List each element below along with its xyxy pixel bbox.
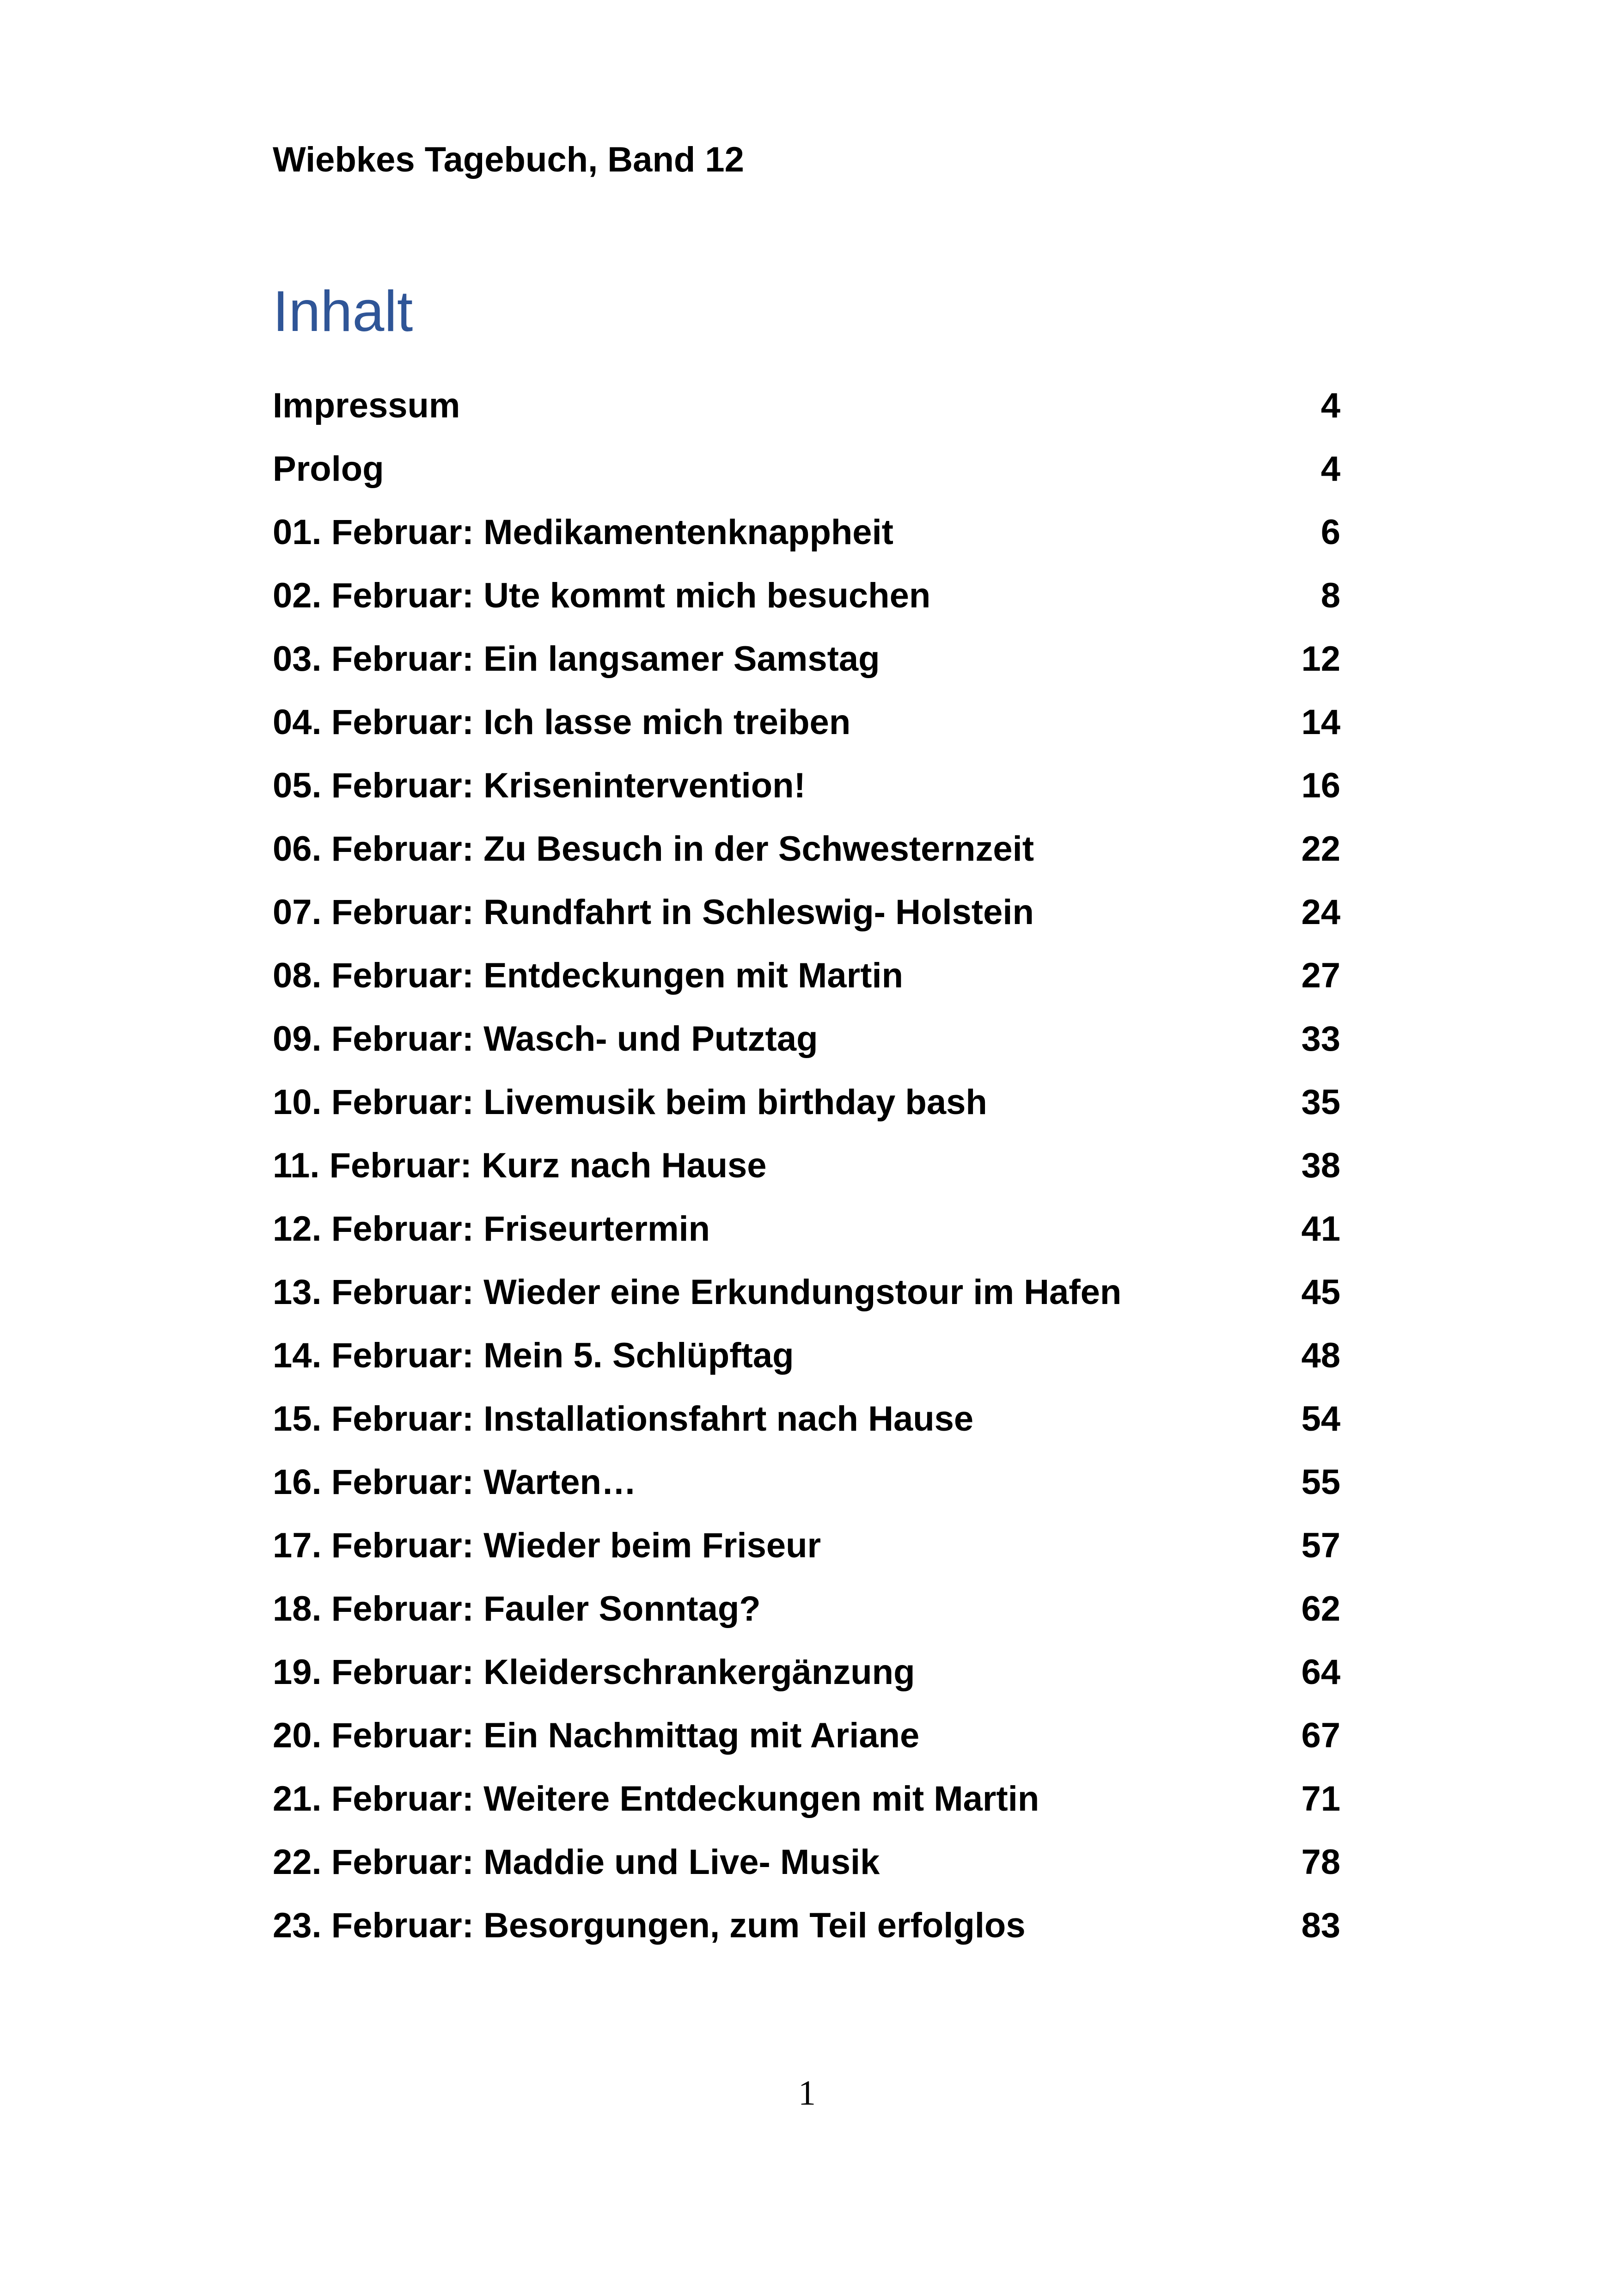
toc-entry-title: 01. Februar: Medikamentenknappheit	[273, 513, 893, 552]
toc-entry-title: 23. Februar: Besorgungen, zum Teil erfolglos	[273, 1906, 1026, 1945]
toc-entry-title: 09. Februar: Wasch- und Putztag	[273, 1019, 818, 1059]
toc-entry-title: 10. Februar: Livemusik beim birthday bash	[273, 1083, 987, 1122]
toc-entry-page: 54	[1301, 1399, 1340, 1439]
toc-entry[interactable]	[273, 768, 1340, 832]
toc-entry[interactable]	[273, 639, 1340, 705]
toc-entry-title: 05. Februar: Krisenintervention!	[273, 766, 806, 805]
toc-entry-page: 4	[1321, 386, 1340, 425]
toc-entry[interactable]	[273, 1019, 1340, 1085]
toc-entry-page: 64	[1301, 1653, 1340, 1692]
toc-entry-page: 83	[1301, 1906, 1340, 1945]
toc-entry[interactable]	[273, 1275, 1340, 1338]
toc-entry[interactable]	[273, 1209, 1340, 1275]
toc-entry-title: 16. Februar: Warten…	[273, 1463, 636, 1502]
toc-entry[interactable]	[273, 1399, 1340, 1465]
toc-entry-page: 71	[1301, 1779, 1340, 1818]
toc-entry[interactable]	[273, 515, 1340, 578]
toc-entry-title: 12. Februar: Friseurtermin	[273, 1209, 710, 1249]
toc-entry-title: Impressum	[273, 386, 460, 425]
toc-entry[interactable]	[273, 1589, 1340, 1655]
page-number: 1	[798, 2074, 816, 2112]
toc-entry-page: 16	[1301, 766, 1340, 805]
toc-entry-title: Prolog	[273, 449, 384, 489]
table-of-contents	[273, 388, 1340, 1971]
toc-entry-page: 78	[1301, 1843, 1340, 1882]
toc-entry-title: 02. Februar: Ute kommt mich besuchen	[273, 576, 931, 615]
toc-entry[interactable]	[273, 449, 1340, 515]
toc-entry-page: 41	[1301, 1209, 1340, 1249]
toc-entry-page: 55	[1301, 1463, 1340, 1502]
toc-entry-page: 62	[1301, 1589, 1340, 1629]
toc-entry[interactable]	[273, 1655, 1340, 1718]
toc-entry-title: 13. Februar: Wieder eine Erkundungstour im Hafen	[273, 1273, 1122, 1312]
toc-entry-page: 45	[1301, 1273, 1340, 1312]
toc-entry-title: 15. Februar: Installationsfahrt nach Hause	[273, 1399, 974, 1439]
toc-entry-page: 27	[1301, 956, 1340, 995]
toc-entry-page: 33	[1301, 1019, 1340, 1059]
toc-entry-title: 07. Februar: Rundfahrt in Schleswig- Holstein	[273, 893, 1034, 932]
toc-entry-title: 17. Februar: Wieder beim Friseur	[273, 1526, 821, 1565]
toc-entry-title: 03. Februar: Ein langsamer Samstag	[273, 639, 880, 679]
toc-entry-page: 57	[1301, 1526, 1340, 1565]
toc-entry[interactable]	[273, 829, 1340, 895]
toc-entry-title: 14. Februar: Mein 5. Schlüpftag	[273, 1336, 794, 1375]
toc-entry-page: 14	[1301, 703, 1340, 742]
toc-entry-title: 11. Februar: Kurz nach Hause	[273, 1146, 767, 1185]
toc-entry-title: 08. Februar: Entdeckungen mit Martin	[273, 956, 903, 995]
toc-entry-page: 6	[1321, 513, 1340, 552]
toc-entry[interactable]	[273, 958, 1340, 1022]
toc-entry-page: 67	[1301, 1716, 1340, 1755]
toc-entry-title: 21. Februar: Weitere Entdeckungen mit Martin	[273, 1779, 1039, 1818]
toc-entry-title: 18. Februar: Fauler Sonntag?	[273, 1589, 761, 1629]
toc-entry[interactable]	[273, 388, 1340, 452]
toc-entry-page: 38	[1301, 1146, 1340, 1185]
toc-entry-page: 35	[1301, 1083, 1340, 1122]
toc-entry-title: 19. Februar: Kleiderschrankergänzung	[273, 1653, 915, 1692]
toc-entry-page: 22	[1301, 829, 1340, 869]
toc-entry[interactable]	[273, 578, 1340, 642]
toc-entry[interactable]	[273, 1465, 1340, 1528]
toc-entry[interactable]	[273, 1908, 1340, 1971]
toc-entry[interactable]	[273, 1718, 1340, 1782]
toc-entry[interactable]	[273, 1338, 1340, 1402]
toc-entry-page: 24	[1301, 893, 1340, 932]
toc-entry-title: 22. Februar: Maddie und Live- Musik	[273, 1843, 880, 1882]
toc-entry-page: 12	[1301, 639, 1340, 679]
toc-entry-title: 04. Februar: Ich lasse mich treiben	[273, 703, 851, 742]
toc-entry[interactable]	[273, 1148, 1340, 1212]
toc-entry[interactable]	[273, 705, 1340, 768]
toc-entry-page: 4	[1321, 449, 1340, 489]
toc-entry[interactable]	[273, 1528, 1340, 1592]
toc-entry[interactable]	[273, 1845, 1340, 1908]
toc-entry[interactable]	[273, 895, 1340, 958]
toc-entry-page: 48	[1301, 1336, 1340, 1375]
toc-heading: Inhalt	[273, 280, 413, 343]
toc-entry[interactable]	[273, 1085, 1340, 1148]
book-title: Wiebkes Tagebuch, Band 12	[273, 140, 744, 179]
toc-entry-title: 20. Februar: Ein Nachmittag mit Ariane	[273, 1716, 920, 1755]
toc-entry[interactable]	[273, 1779, 1340, 1845]
toc-entry-page: 8	[1321, 576, 1340, 615]
toc-entry-title: 06. Februar: Zu Besuch in der Schwesternzeit	[273, 829, 1034, 869]
